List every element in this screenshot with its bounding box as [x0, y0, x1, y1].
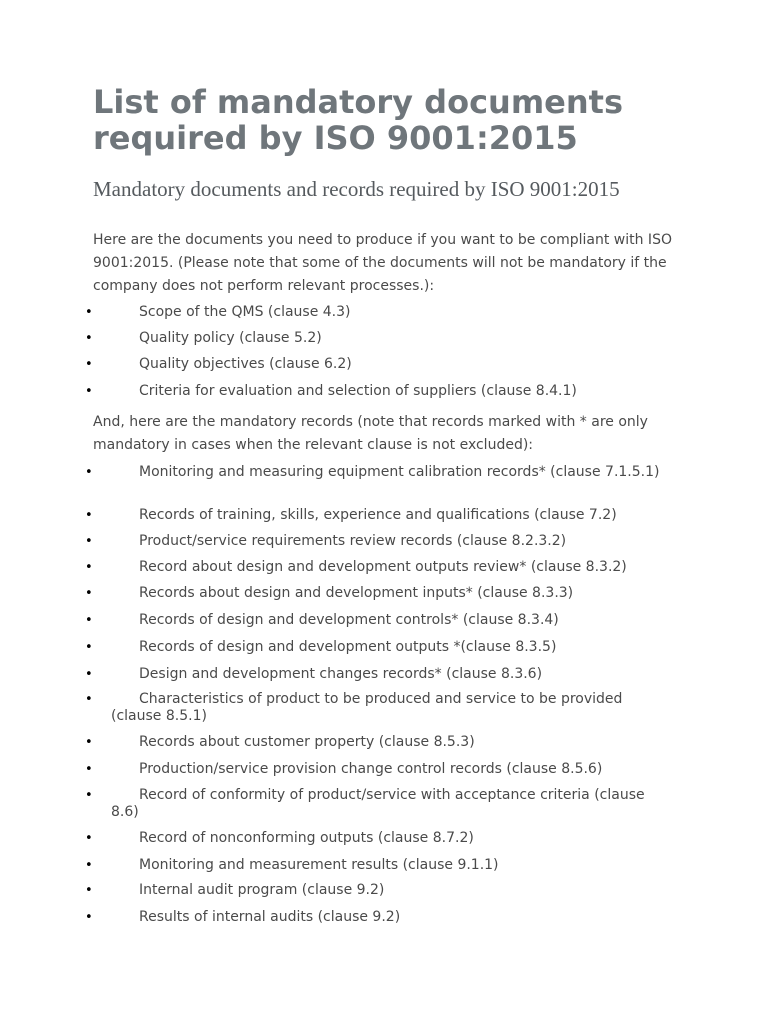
list-item-text: Quality policy (clause 5.2): [139, 330, 322, 346]
bullet-marker: •: [85, 560, 93, 575]
page-title: List of mandatory documents required by ISO 9001:2015: [93, 83, 623, 157]
list-item-text: Record of conformity of product/service with acceptance criteria (clause 8.6): [111, 787, 645, 820]
record-list-item: [0, 533, 768, 550]
bullet-marker: •: [85, 384, 93, 399]
list-item-text: Scope of the QMS (clause 4.3): [139, 304, 351, 320]
list-item-text: Records about design and development inputs* (clause 8.3.3): [139, 585, 574, 601]
list-item-text: Monitoring and measuring equipment calibration records* (clause 7.1.5.1): [139, 464, 660, 480]
list-item-text: Records about customer property (clause 8.5.3): [139, 734, 475, 750]
list-item-text: Criteria for evaluation and selection of suppliers (clause 8.4.1): [139, 383, 577, 399]
bullet-marker: •: [85, 465, 93, 480]
section-heading: Mandatory documents and records required by ISO 9001:2015: [93, 177, 620, 201]
document-list-item: [0, 304, 768, 321]
bullet-marker: •: [85, 613, 93, 628]
list-item-text: Product/service requirements review records (clause 8.2.3.2): [139, 533, 567, 549]
record-list-item: [0, 909, 768, 926]
bullet-marker: •: [85, 788, 93, 803]
list-item-text: Production/service provision change control records (clause 8.5.6): [139, 761, 603, 777]
list-item-text: Internal audit program (clause 9.2): [139, 882, 385, 898]
bullet-marker: •: [85, 883, 93, 898]
list-item-text: Design and development changes records* (clause 8.3.6): [139, 666, 543, 682]
list-item-text: Monitoring and measurement results (clause 9.1.1): [139, 857, 499, 873]
record-list-item: [0, 507, 768, 524]
record-list-item: [0, 857, 768, 874]
bullet-marker: •: [85, 586, 93, 601]
intro-paragraph: Here are the documents you need to produce if you want to be compliant with ISO 9001:2015. (Please note that some of the documents will not be mandatory if the company does not perform relevant processes.):: [93, 232, 672, 294]
bullet-marker: •: [85, 331, 93, 346]
list-item-text: Quality objectives (clause 6.2): [139, 356, 352, 372]
bullet-marker: •: [85, 667, 93, 682]
record-list-item: [0, 691, 768, 725]
document-list-item: [0, 356, 768, 373]
record-list-item: [0, 639, 768, 656]
record-list-item: [0, 787, 768, 821]
bullet-marker: •: [85, 357, 93, 372]
bullet-marker: •: [85, 910, 93, 925]
bullet-marker: •: [85, 858, 93, 873]
list-item-text: Characteristics of product to be produced and service to be provided (clause 8.5.1): [111, 691, 623, 724]
bullet-marker: •: [85, 831, 93, 846]
record-list-item: [0, 612, 768, 629]
list-item-text: Results of internal audits (clause 9.2): [139, 909, 401, 925]
record-list-item: [0, 830, 768, 847]
record-list-item: [0, 761, 768, 778]
bullet-marker: •: [85, 640, 93, 655]
bullet-marker: •: [85, 508, 93, 523]
bullet-marker: •: [85, 534, 93, 549]
bullet-marker: •: [85, 762, 93, 777]
document-list-item: [0, 330, 768, 347]
list-item-text: Records of training, skills, experience and qualifications (clause 7.2): [139, 507, 617, 523]
record-list-item: [0, 559, 768, 576]
records-intro-paragraph: And, here are the mandatory records (note that records marked with * are only mandatory in cases when the relevant clause is not excluded):: [93, 414, 648, 453]
record-list-item: [0, 585, 768, 602]
record-list-item: [0, 882, 768, 899]
record-list-item: [0, 734, 768, 751]
list-item-text: Records of design and development outputs *(clause 8.3.5): [139, 639, 557, 655]
record-list-item: [0, 464, 768, 481]
list-item-text: Records of design and development controls* (clause 8.3.4): [139, 612, 559, 628]
document-list-item: [0, 383, 768, 400]
record-list-item: [0, 666, 768, 683]
bullet-marker: •: [85, 305, 93, 320]
list-item-text: Record about design and development outputs review* (clause 8.3.2): [139, 559, 627, 575]
bullet-marker: •: [85, 692, 93, 707]
bullet-marker: •: [85, 735, 93, 750]
list-item-text: Record of nonconforming outputs (clause 8.7.2): [139, 830, 474, 846]
